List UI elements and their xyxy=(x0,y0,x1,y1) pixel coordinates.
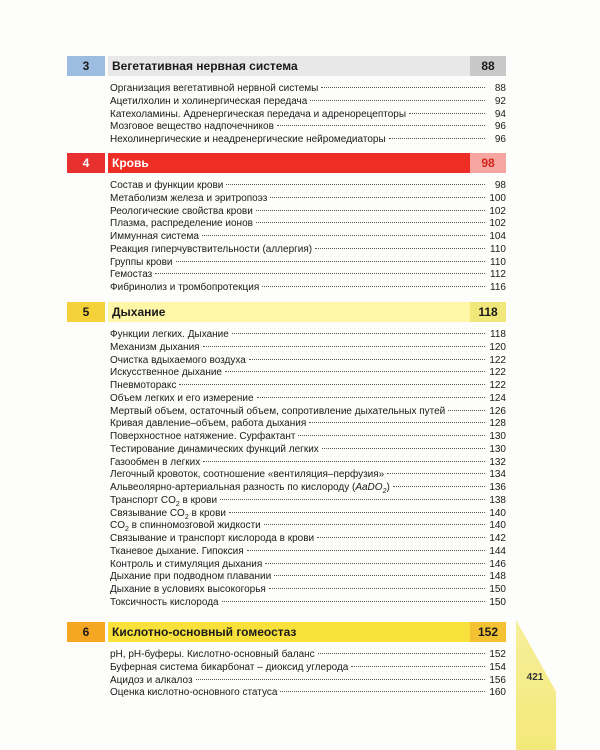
chapter-title: Кровь xyxy=(112,156,149,170)
chapter-page: 88 xyxy=(470,56,506,76)
toc-entry[interactable]: Контроль и стимуляция дыхания 146 xyxy=(110,558,506,570)
page-corner-tab xyxy=(516,620,556,750)
toc-entry[interactable]: Искусственное дыхание 122 xyxy=(110,367,506,379)
chapter-title: Вегетативная нервная система xyxy=(112,59,298,73)
toc-entry[interactable]: Фибринолиз и тромбопротекция 116 xyxy=(110,282,506,293)
toc-entry[interactable]: Дыхание при подводном плавании 148 xyxy=(110,571,506,583)
toc-entry[interactable]: Буферная система бикарбонат – диоксид углерода 154 xyxy=(110,661,506,673)
toc-entry[interactable]: Связывание и транспорт кислорода в крови 142 xyxy=(110,533,506,544)
toc-entry[interactable]: Связывание $CO_2$ в крови 140 xyxy=(110,507,506,521)
toc-entry[interactable]: Реакция гиперчувствительности (аллергия) 110 xyxy=(110,243,506,255)
toc-entry[interactable]: Реологические свойства крови 102 xyxy=(110,205,506,217)
chapter-header xyxy=(108,622,506,642)
toc-entry[interactable]: Кривая давление–объем, работа дыхания 128 xyxy=(110,418,506,430)
chapter-page: 118 xyxy=(470,302,506,322)
chapter-header xyxy=(108,56,506,76)
toc-entry[interactable]: Пневмоторакс 122 xyxy=(110,380,506,391)
toc-entry[interactable]: Альвеолярно-артериальная разность по кислороду (AaDO$_2$) 136 xyxy=(110,482,506,495)
chapter-page: 152 xyxy=(470,622,506,642)
toc-entry[interactable]: Тестирование динамических функций легких 130 xyxy=(110,443,506,455)
toc-entry[interactable]: Нехолинергические и неадренергические нейромедиаторы 96 xyxy=(110,134,506,145)
chapter-page: 98 xyxy=(470,153,506,173)
toc-entry[interactable]: Иммунная система 104 xyxy=(110,231,506,242)
toc-entry[interactable]: Плазма, распределение ионов 102 xyxy=(110,218,506,230)
toc-entry[interactable]: Дыхание в условиях высокогорья 150 xyxy=(110,584,506,595)
toc-entry[interactable]: Газообмен в легких 132 xyxy=(110,456,506,468)
toc-entry[interactable]: Группы крови 110 xyxy=(110,256,506,268)
toc-entry[interactable]: Гемостаз 112 xyxy=(110,269,506,281)
chapter-entries xyxy=(110,329,506,610)
toc-entry[interactable]: Механизм дыхания 120 xyxy=(110,341,506,353)
toc-entry[interactable]: Катехоламины. Адренергическая передача и адренорецепторы 94 xyxy=(110,108,506,120)
toc-entry[interactable]: Ацетилхолин и холинергическая передача 92 xyxy=(110,95,506,107)
chapter-title: Кислотно-основный гомеостаз xyxy=(112,625,297,639)
page-number: 421 xyxy=(526,672,544,683)
toc-entry[interactable]: Метаболизм железа и эритропоэз 100 xyxy=(110,192,506,204)
toc-entry[interactable]: Состав и функции крови 98 xyxy=(110,180,506,191)
chapter-number: 4 xyxy=(67,153,105,173)
chapter-number: 5 xyxy=(67,302,105,322)
chapter-entries xyxy=(110,649,506,700)
chapter-number: 6 xyxy=(67,622,105,642)
toc-entry[interactable]: Организация вегетативной нервной системы 88 xyxy=(110,83,506,94)
toc-entry[interactable]: Поверхностное натяжение. Сурфактант 130 xyxy=(110,431,506,442)
chapter-entries xyxy=(110,180,506,295)
toc-entry[interactable]: Тканевое дыхание. Гипоксия 144 xyxy=(110,545,506,557)
toc-entry[interactable]: Объем легких и его измерение 124 xyxy=(110,392,506,404)
toc-entry[interactable]: Легочный кровоток, соотношение «вентиляция–перфузия» 134 xyxy=(110,469,506,481)
toc-entry[interactable]: Мертвый объем, остаточный объем, сопротивление дыхательных путей 126 xyxy=(110,405,506,417)
toc-entry[interactable]: Токсичность кислорода 150 xyxy=(110,596,506,608)
chapter-title: Дыхание xyxy=(112,305,166,319)
toc-entry[interactable]: $CO_2$ в спинномозговой жидкости 140 xyxy=(110,520,506,534)
chapter-number: 3 xyxy=(67,56,105,76)
chapter-header xyxy=(108,302,506,322)
toc-entry[interactable]: Функции легких. Дыхание 118 xyxy=(110,329,506,340)
toc-entry[interactable]: Оценка кислотно-основного статуса 160 xyxy=(110,687,506,699)
toc-entry[interactable]: Мозговое вещество надпочечников 96 xyxy=(110,121,506,133)
toc-entry[interactable]: Очистка вдыхаемого воздуха 122 xyxy=(110,354,506,366)
toc-entry[interactable]: pH, pH-буферы. Кислотно-основный баланс 152 xyxy=(110,649,506,660)
toc-entry[interactable]: Транспорт $CO_2$ в крови 138 xyxy=(110,494,506,508)
toc-entry[interactable]: Ацидоз и алкалоз 156 xyxy=(110,674,506,686)
chapter-header xyxy=(108,153,506,173)
chapter-entries xyxy=(110,83,506,147)
